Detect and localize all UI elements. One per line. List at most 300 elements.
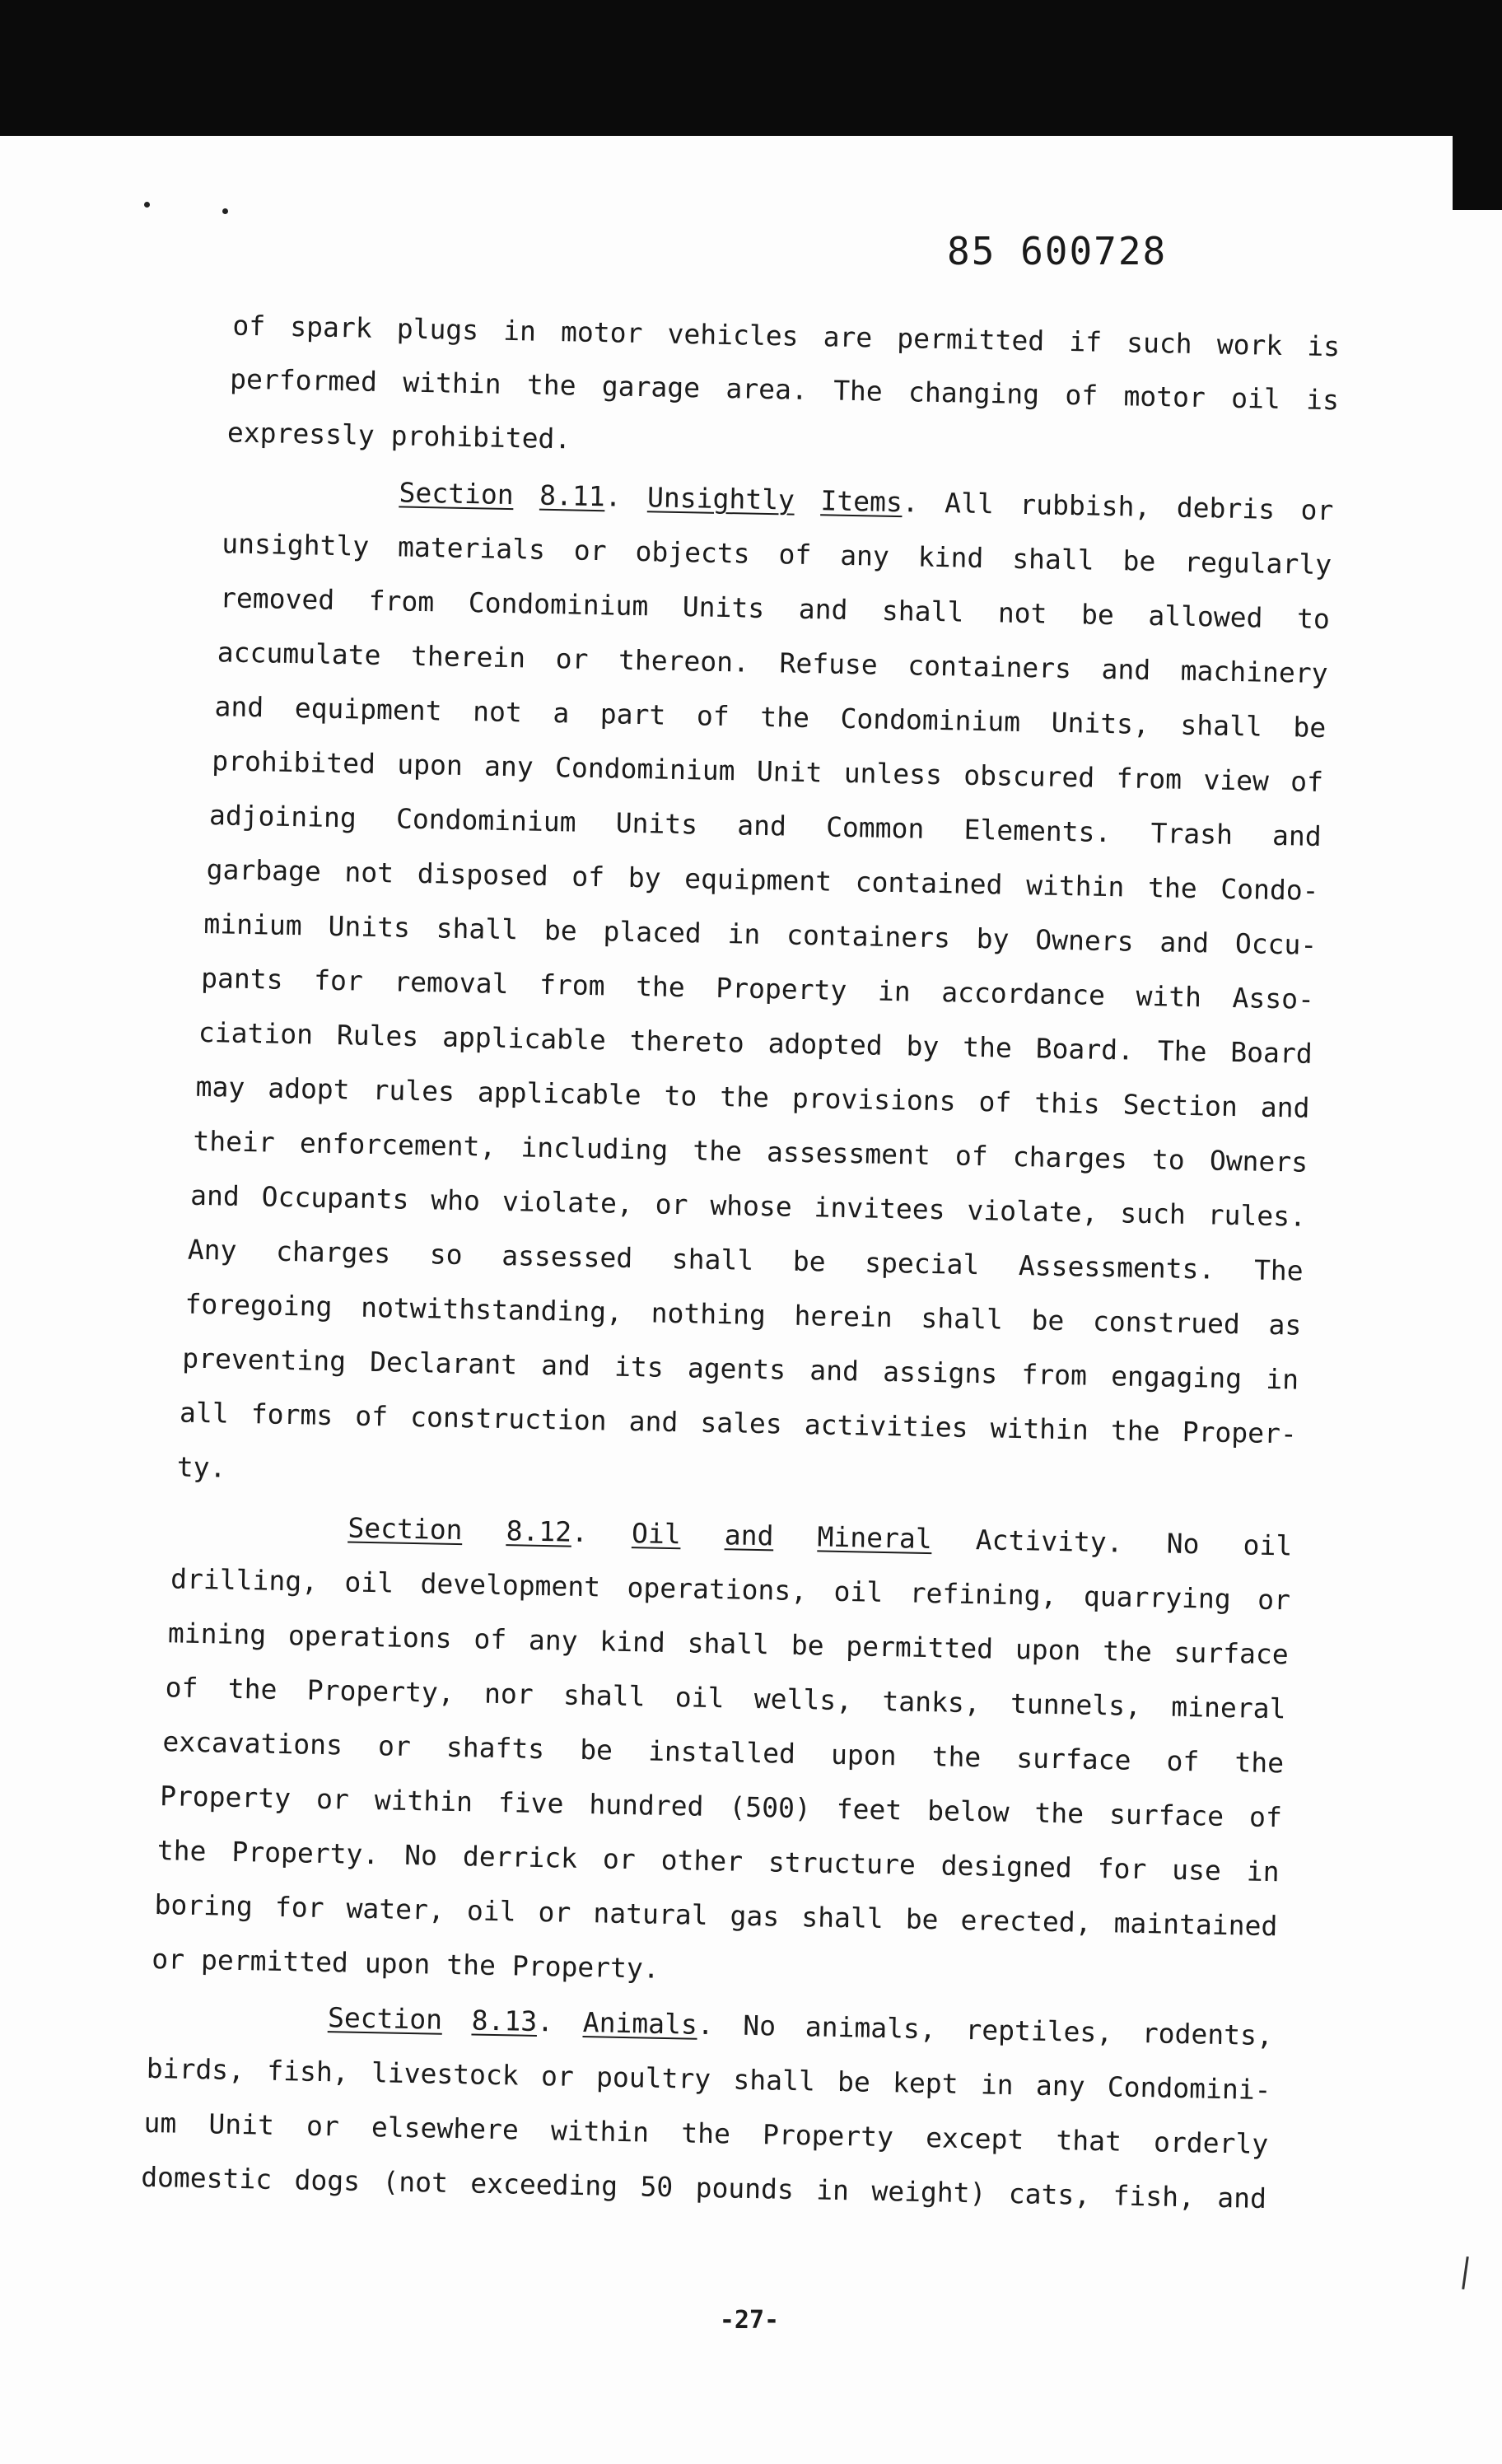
word: the (931, 1740, 982, 1774)
text-line (195, 1069, 1310, 1127)
word: Refuse (779, 646, 879, 681)
word: performed (229, 362, 378, 398)
word: provisions (791, 1081, 956, 1118)
word: and (809, 1354, 860, 1388)
word: garbage (206, 853, 322, 888)
word: the (719, 1080, 770, 1114)
text-line (146, 2051, 1271, 2108)
word: (500) (729, 1790, 812, 1825)
scan-speck (222, 208, 228, 214)
word: rodents, (1141, 2017, 1274, 2052)
word: violate, (501, 1184, 634, 1220)
word: area. (725, 372, 809, 406)
word: weight) (871, 2174, 987, 2210)
text-line (154, 1887, 1278, 1944)
word: this (1033, 1086, 1101, 1120)
word: oil (466, 1894, 516, 1928)
scan-edge-mark (1462, 2256, 1469, 2289)
text-line (152, 1941, 1276, 1999)
word: the (227, 1672, 278, 1706)
word: the (1102, 1635, 1153, 1668)
word: or (1300, 493, 1334, 527)
word: from (1116, 762, 1182, 796)
word: disposed (417, 856, 549, 892)
word: drilling, (170, 1562, 319, 1598)
word: shall (671, 1242, 754, 1276)
word: within (550, 2114, 650, 2149)
word: Elements. (963, 813, 1112, 849)
underlined-text: Animals (582, 2006, 698, 2041)
word: kind (917, 540, 984, 575)
word: are (823, 320, 873, 354)
word: within (990, 1412, 1089, 1446)
word: who (431, 1183, 481, 1217)
word: accordance (940, 976, 1106, 1011)
word: reptiles, (965, 2013, 1113, 2049)
word: tunnels, (1010, 1687, 1142, 1722)
word: materials (397, 530, 546, 566)
word: foregoing (184, 1287, 333, 1323)
word: of (696, 699, 730, 733)
word: kind (599, 1625, 666, 1659)
word: elsewhere (371, 2111, 520, 2146)
word: obscured (963, 758, 1095, 794)
word: within (402, 366, 501, 400)
word: or (315, 1782, 350, 1816)
word: in (980, 2068, 1015, 2102)
word: in (502, 314, 537, 348)
word: garage (601, 370, 701, 404)
word: be (1080, 598, 1115, 632)
word: Activity. (975, 1524, 1123, 1559)
word: placed (603, 915, 702, 950)
word: of (954, 1139, 989, 1173)
word: rubbish, (1019, 488, 1151, 523)
word: in (1265, 1362, 1299, 1396)
text-line (156, 1832, 1280, 1890)
word: whose (710, 1188, 793, 1223)
word: thereon. (618, 643, 750, 679)
text-line (180, 1395, 1298, 1453)
word: sales (700, 1406, 783, 1440)
word: exceeding (469, 2167, 618, 2202)
word: Mineral (817, 1520, 933, 1556)
word: designed (940, 1849, 1073, 1884)
word: nor (483, 1677, 534, 1710)
word: Units (615, 806, 698, 841)
word: assigns (882, 1355, 998, 1390)
text-line (230, 361, 1340, 418)
word: or (151, 1942, 185, 1976)
word: work (1216, 328, 1283, 362)
word: ciation (198, 1015, 314, 1051)
word: of (978, 1085, 1012, 1118)
word: accumulate (217, 636, 381, 672)
word: of (473, 1622, 507, 1656)
text-line (176, 1449, 1294, 1506)
word: oil (1230, 381, 1281, 415)
word: No (403, 1838, 438, 1872)
word: of (1166, 1744, 1200, 1778)
word: 8.13. (471, 2004, 554, 2038)
word: the (693, 1134, 743, 1168)
word: shall (881, 594, 964, 628)
word: 50 (640, 2170, 674, 2204)
word: poultry (595, 2060, 711, 2096)
word: Units (682, 590, 765, 624)
word: to (664, 1079, 697, 1113)
word: the (1034, 1796, 1085, 1830)
word: contained (855, 866, 1003, 901)
word: or (538, 1895, 571, 1929)
word: containers (786, 918, 951, 954)
word: the (635, 970, 686, 1004)
word: five (497, 1786, 564, 1820)
word: shall (1180, 708, 1263, 743)
word: of (354, 1399, 389, 1433)
word: or (602, 1842, 637, 1876)
word: Rules (336, 1019, 419, 1052)
word: is (1307, 329, 1341, 363)
word: the (759, 700, 810, 735)
word: Section (327, 2001, 443, 2036)
word: forms (250, 1398, 334, 1432)
word: or (540, 2060, 575, 2093)
word: structure (767, 1846, 917, 1881)
word: applicable (441, 1020, 607, 1057)
word: so (429, 1238, 464, 1272)
word: equipment (683, 862, 833, 898)
word: animals, (805, 2010, 937, 2046)
word: refining, (909, 1576, 1057, 1612)
word: violate, (967, 1193, 1099, 1229)
word: be (579, 1733, 613, 1766)
word: use (1171, 1853, 1222, 1887)
word: The (1157, 1034, 1207, 1068)
word: Condominium (395, 802, 576, 838)
word: construed (1092, 1304, 1241, 1341)
word: the (1110, 1414, 1160, 1448)
word: herein (794, 1299, 893, 1334)
word: applicable (477, 1076, 641, 1112)
word: or (573, 534, 607, 567)
text-line (212, 743, 1324, 800)
word: any (528, 1623, 578, 1657)
word: Asso- (1232, 981, 1315, 1015)
word: any (839, 539, 890, 572)
word: Board. (1035, 1032, 1135, 1066)
word: shall (800, 1901, 884, 1935)
word: may (195, 1070, 245, 1104)
text-line (201, 960, 1315, 1018)
word: changing (907, 376, 1040, 411)
word: pants (200, 961, 283, 996)
word: kept (892, 2066, 959, 2100)
word: Units, (1051, 706, 1150, 740)
word: shafts (445, 1730, 545, 1766)
word: adopt (267, 1071, 351, 1106)
word: pounds (695, 2171, 795, 2205)
word: maintained (1113, 1906, 1278, 1943)
word: Condominium (840, 702, 1021, 738)
text-line (184, 1286, 1302, 1344)
word: hundred (589, 1788, 704, 1822)
text-line (214, 688, 1327, 746)
word: oil (833, 1575, 884, 1608)
word: removed (219, 581, 335, 616)
section-8-11-heading-line (399, 474, 1334, 529)
word: Occu- (1234, 927, 1318, 961)
word: or (377, 1729, 412, 1762)
word: Property (716, 971, 847, 1006)
word: Section (399, 476, 515, 511)
word: allowed (1148, 599, 1263, 634)
word: prohibited. (390, 419, 571, 455)
word: motor (1123, 380, 1206, 414)
word: agents (687, 1351, 786, 1386)
word: activities (804, 1408, 968, 1444)
word: Common (825, 810, 925, 845)
word: cats, (1008, 2177, 1091, 2211)
word: and (628, 1404, 679, 1439)
word: therein (410, 639, 526, 674)
text-line (165, 1669, 1286, 1727)
word: construction (409, 1400, 607, 1437)
word: Assessments. (1018, 1249, 1215, 1286)
word: the (1234, 1746, 1285, 1780)
word: shall (733, 2063, 816, 2098)
word: Section (348, 1511, 463, 1547)
word: Section (1122, 1088, 1238, 1123)
word: with (1136, 979, 1202, 1014)
word: Proper- (1182, 1415, 1298, 1450)
underlined-text: 8.13 (471, 2004, 538, 2037)
word: Property. (511, 1949, 660, 1985)
word: vehicles (667, 317, 799, 352)
word: The (833, 374, 884, 408)
word: all (179, 1396, 230, 1430)
word: the (680, 2116, 731, 2150)
word: unsightly (222, 527, 370, 562)
word: operations, (627, 1570, 808, 1608)
text-line (206, 852, 1319, 909)
word: spark (289, 310, 373, 344)
word: the (156, 1834, 207, 1868)
word: Owners (1209, 1144, 1308, 1178)
text-line (170, 1561, 1291, 1618)
word: a (553, 697, 570, 730)
word: feet (836, 1792, 903, 1827)
word: in (815, 2173, 850, 2207)
word: by (627, 861, 661, 894)
word: No (1166, 1527, 1200, 1561)
word: and (189, 1178, 240, 1212)
word: nothing (651, 1296, 767, 1332)
word: 8.11. (539, 478, 622, 513)
word: for (313, 964, 364, 997)
text-line (198, 1015, 1313, 1072)
word: The (1253, 1253, 1304, 1287)
word: excavations (162, 1725, 343, 1762)
scan-top-border (0, 0, 1502, 136)
word: Property, (306, 1673, 455, 1709)
word: Trash (1150, 817, 1234, 851)
word: be (791, 1628, 824, 1662)
word: of (1248, 1800, 1283, 1834)
word: installed (647, 1734, 796, 1770)
word: minium (203, 907, 303, 942)
word: be (905, 1902, 939, 1936)
word: or (306, 2109, 340, 2143)
word: Property. (231, 1835, 380, 1871)
word: from (539, 968, 605, 1002)
word: gas (730, 1899, 780, 1933)
word: fish, (266, 2054, 350, 2088)
word: be (837, 2065, 871, 2098)
word: No (743, 2009, 777, 2042)
word: domestic (140, 2160, 273, 2196)
word: charges (275, 1234, 391, 1270)
word: quarrying (1083, 1580, 1232, 1616)
word: oil (344, 1566, 394, 1599)
word: and (1271, 819, 1322, 852)
word: shall (1011, 542, 1094, 576)
word: permitted (200, 1944, 349, 1979)
word: Condo- (1220, 872, 1319, 907)
word: prohibited (211, 744, 376, 780)
word: Any (187, 1233, 237, 1267)
word: in (727, 917, 761, 950)
word: Units (328, 909, 411, 944)
word: that (1056, 2124, 1122, 2158)
word: to (1151, 1143, 1186, 1176)
word: such (1119, 1197, 1187, 1230)
word: is (1305, 383, 1340, 417)
word: Condominium (468, 586, 649, 623)
word: adopted (767, 1027, 884, 1062)
word: if (1068, 325, 1103, 358)
word: shall (562, 1678, 646, 1713)
word: mineral (1171, 1690, 1286, 1725)
word: within (1025, 869, 1125, 903)
word: be (1122, 544, 1156, 578)
word: part (599, 698, 666, 731)
word: Condomini- (1107, 2070, 1271, 2107)
word: motor (560, 315, 643, 350)
word: any (483, 749, 534, 783)
word: be (543, 913, 578, 947)
word: Owners (1035, 923, 1134, 958)
word: by (906, 1029, 940, 1063)
word: debris (1176, 491, 1276, 525)
word: of (1290, 765, 1324, 799)
word: any (1035, 2069, 1085, 2102)
word: and (1159, 926, 1210, 959)
word: its (613, 1350, 665, 1384)
word: Condominium (554, 751, 735, 787)
word: enforcement, (299, 1127, 497, 1163)
scan-speck (144, 202, 150, 208)
word: upon (830, 1738, 897, 1772)
word: equipment (294, 692, 442, 727)
word: plugs (396, 312, 479, 347)
word: for (274, 1890, 324, 1924)
word: Unit (756, 754, 823, 789)
word: boring (154, 1888, 254, 1923)
word: derrick (462, 1840, 578, 1874)
word: not (472, 695, 523, 729)
word: as (1268, 1308, 1302, 1342)
word: the (962, 1030, 1013, 1064)
text-line (203, 906, 1318, 964)
word: permitted (897, 321, 1045, 357)
word: (not (382, 2165, 449, 2199)
word: water, (346, 1892, 445, 1926)
text-line (168, 1615, 1290, 1673)
word: adjoining (208, 799, 357, 834)
word: or (555, 642, 589, 675)
word: other (660, 1843, 744, 1878)
word: in (1246, 1855, 1280, 1888)
word: and (1216, 2181, 1267, 2215)
word: not (344, 856, 394, 889)
word: of (232, 309, 266, 343)
word: to (1296, 602, 1331, 636)
text-line (143, 2105, 1269, 2163)
text-line (141, 2159, 1267, 2217)
word: birds, (146, 2051, 245, 2087)
word: and (724, 1519, 774, 1552)
word: removal (394, 965, 509, 1001)
word: thereto (629, 1024, 745, 1059)
word: shall (921, 1301, 1004, 1336)
word: within (374, 1784, 473, 1818)
text-line (209, 797, 1322, 855)
word: containers (907, 649, 1072, 685)
word: be (1293, 711, 1327, 744)
word: 8.12. (506, 1514, 589, 1549)
word: for (1097, 1852, 1147, 1886)
word: and (1101, 652, 1151, 686)
word: dogs (294, 2163, 361, 2197)
word: upon (364, 1946, 431, 1981)
word: and (798, 592, 848, 626)
word: shall (436, 912, 519, 946)
word: regularly (1183, 545, 1332, 581)
text-line (193, 1123, 1308, 1181)
word: erected, (960, 1903, 1092, 1939)
word: livestock (371, 2056, 520, 2092)
word: expressly (226, 416, 376, 451)
word: special (864, 1246, 980, 1281)
word: the (445, 1948, 497, 1981)
word: the (1147, 870, 1198, 905)
word: rules. (1207, 1198, 1307, 1233)
text-line (217, 634, 1328, 692)
word: their (193, 1124, 276, 1159)
word: invitees (814, 1191, 945, 1226)
word: charges (1012, 1140, 1128, 1175)
word: of (165, 1671, 198, 1704)
underlined-text: 8.12 (506, 1514, 572, 1548)
section-8-12-heading-line (348, 1510, 1293, 1564)
word: including (520, 1131, 669, 1166)
word: oil (1243, 1528, 1293, 1562)
word: orderly (1153, 2126, 1269, 2161)
text-line (160, 1778, 1283, 1836)
word: surface (1016, 1742, 1131, 1776)
document-number: 85 600728 (947, 229, 1168, 273)
